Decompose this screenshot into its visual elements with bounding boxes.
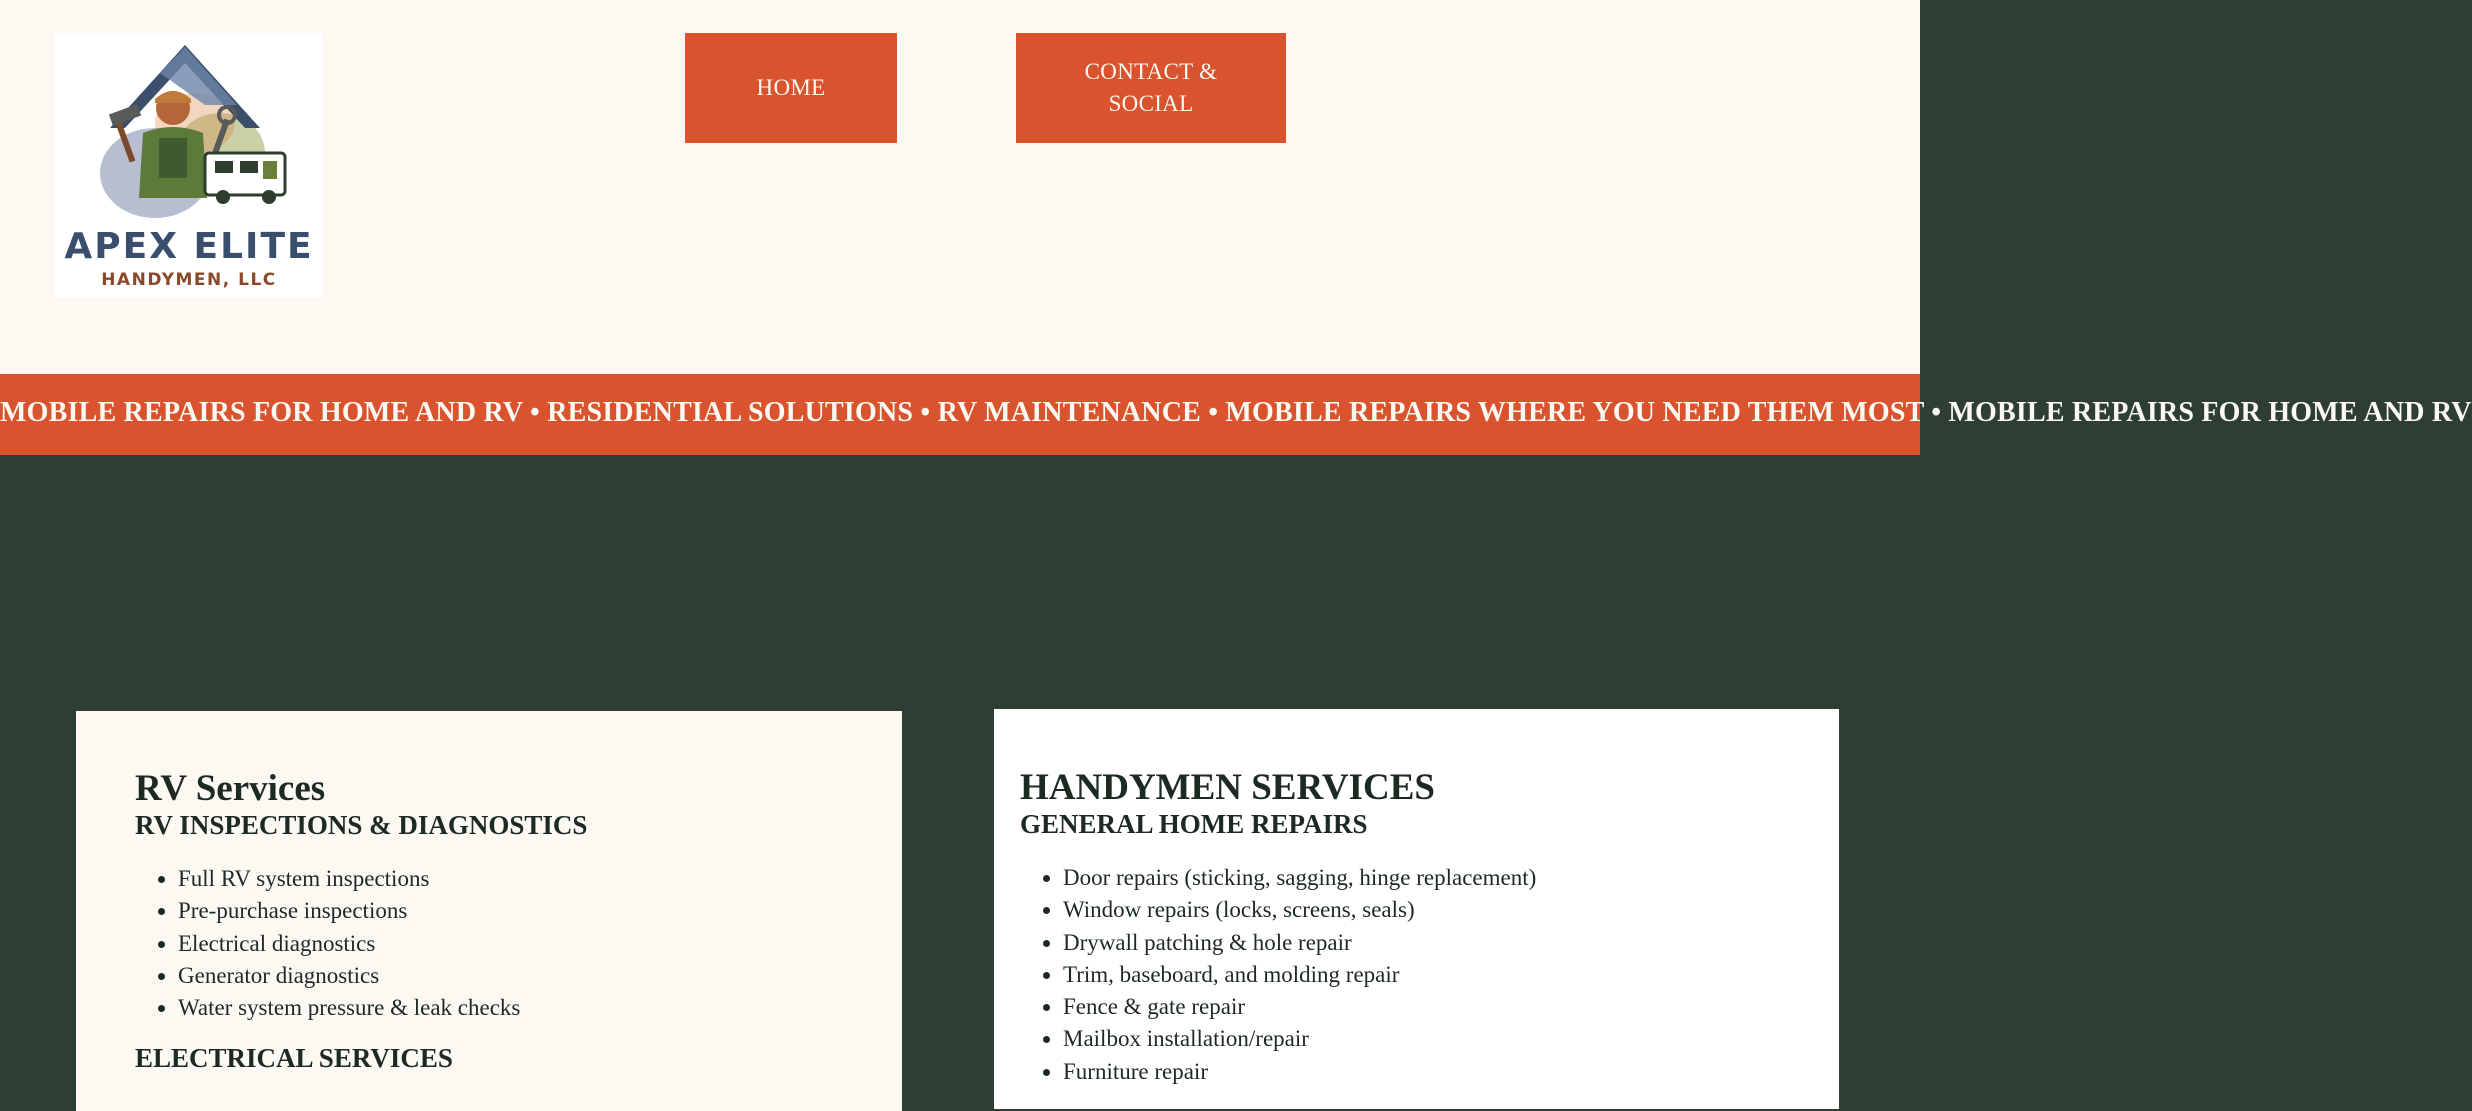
- nav-home-button[interactable]: HOME: [685, 33, 897, 143]
- list-item: • Trim, baseboard, and molding repair: [1063, 959, 1839, 991]
- marquee-banner: [0, 374, 2472, 455]
- list-item: • Door repairs (sticking, sagging, hinge replacement): [1063, 862, 1839, 894]
- nav-contact-social-button[interactable]: CONTACT & SOCIAL: [1016, 33, 1286, 143]
- list-item: • Electrical diagnostics: [178, 928, 902, 960]
- handymen-services-card: [994, 709, 1839, 1109]
- list-item: • Water system pressure & leak checks: [178, 992, 902, 1024]
- rv-services-title: RV Services: [135, 768, 326, 809]
- list-item: • Pre-purchase inspections: [178, 895, 902, 927]
- company-logo[interactable]: [55, 33, 323, 298]
- list-item: • Fence & gate repair: [1063, 991, 1839, 1023]
- list-item: • Generator diagnostics: [178, 960, 902, 992]
- list-item: • Window repairs (locks, screens, seals): [1063, 894, 1839, 926]
- list-item: • Full RV system inspections: [178, 863, 902, 895]
- list-item: • Drywall patching & hole repair: [1063, 927, 1839, 959]
- list-item: • Mailbox installation/repair: [1063, 1023, 1839, 1055]
- general-home-repairs-heading: GENERAL HOME REPAIRS: [1020, 809, 1368, 839]
- electrical-services-heading: ELECTRICAL SERVICES: [135, 1043, 453, 1074]
- rv-inspections-list: [135, 863, 902, 1024]
- logo-name: APEX ELITE: [64, 226, 314, 267]
- site-header: [0, 0, 1920, 374]
- handymen-services-title: HANDYMEN SERVICES: [1020, 767, 1436, 808]
- marquee-text: MOBILE REPAIRS FOR HOME AND RV • RESIDENTIAL SOLUTIONS • RV MAINTENANCE • MOBILE REPAIRS WHERE YOU NEED THEM MOST • MOBILE REPAIRS FOR HOME AND RV: [0, 397, 2472, 428]
- logo-subtitle: HANDYMEN, LLC: [101, 270, 277, 290]
- home-repairs-list: [1020, 862, 1839, 1088]
- rv-services-card: [76, 711, 902, 1111]
- rv-inspections-heading: RV INSPECTIONS & DIAGNOSTICS: [135, 810, 588, 840]
- list-item: • Furniture repair: [1063, 1056, 1839, 1088]
